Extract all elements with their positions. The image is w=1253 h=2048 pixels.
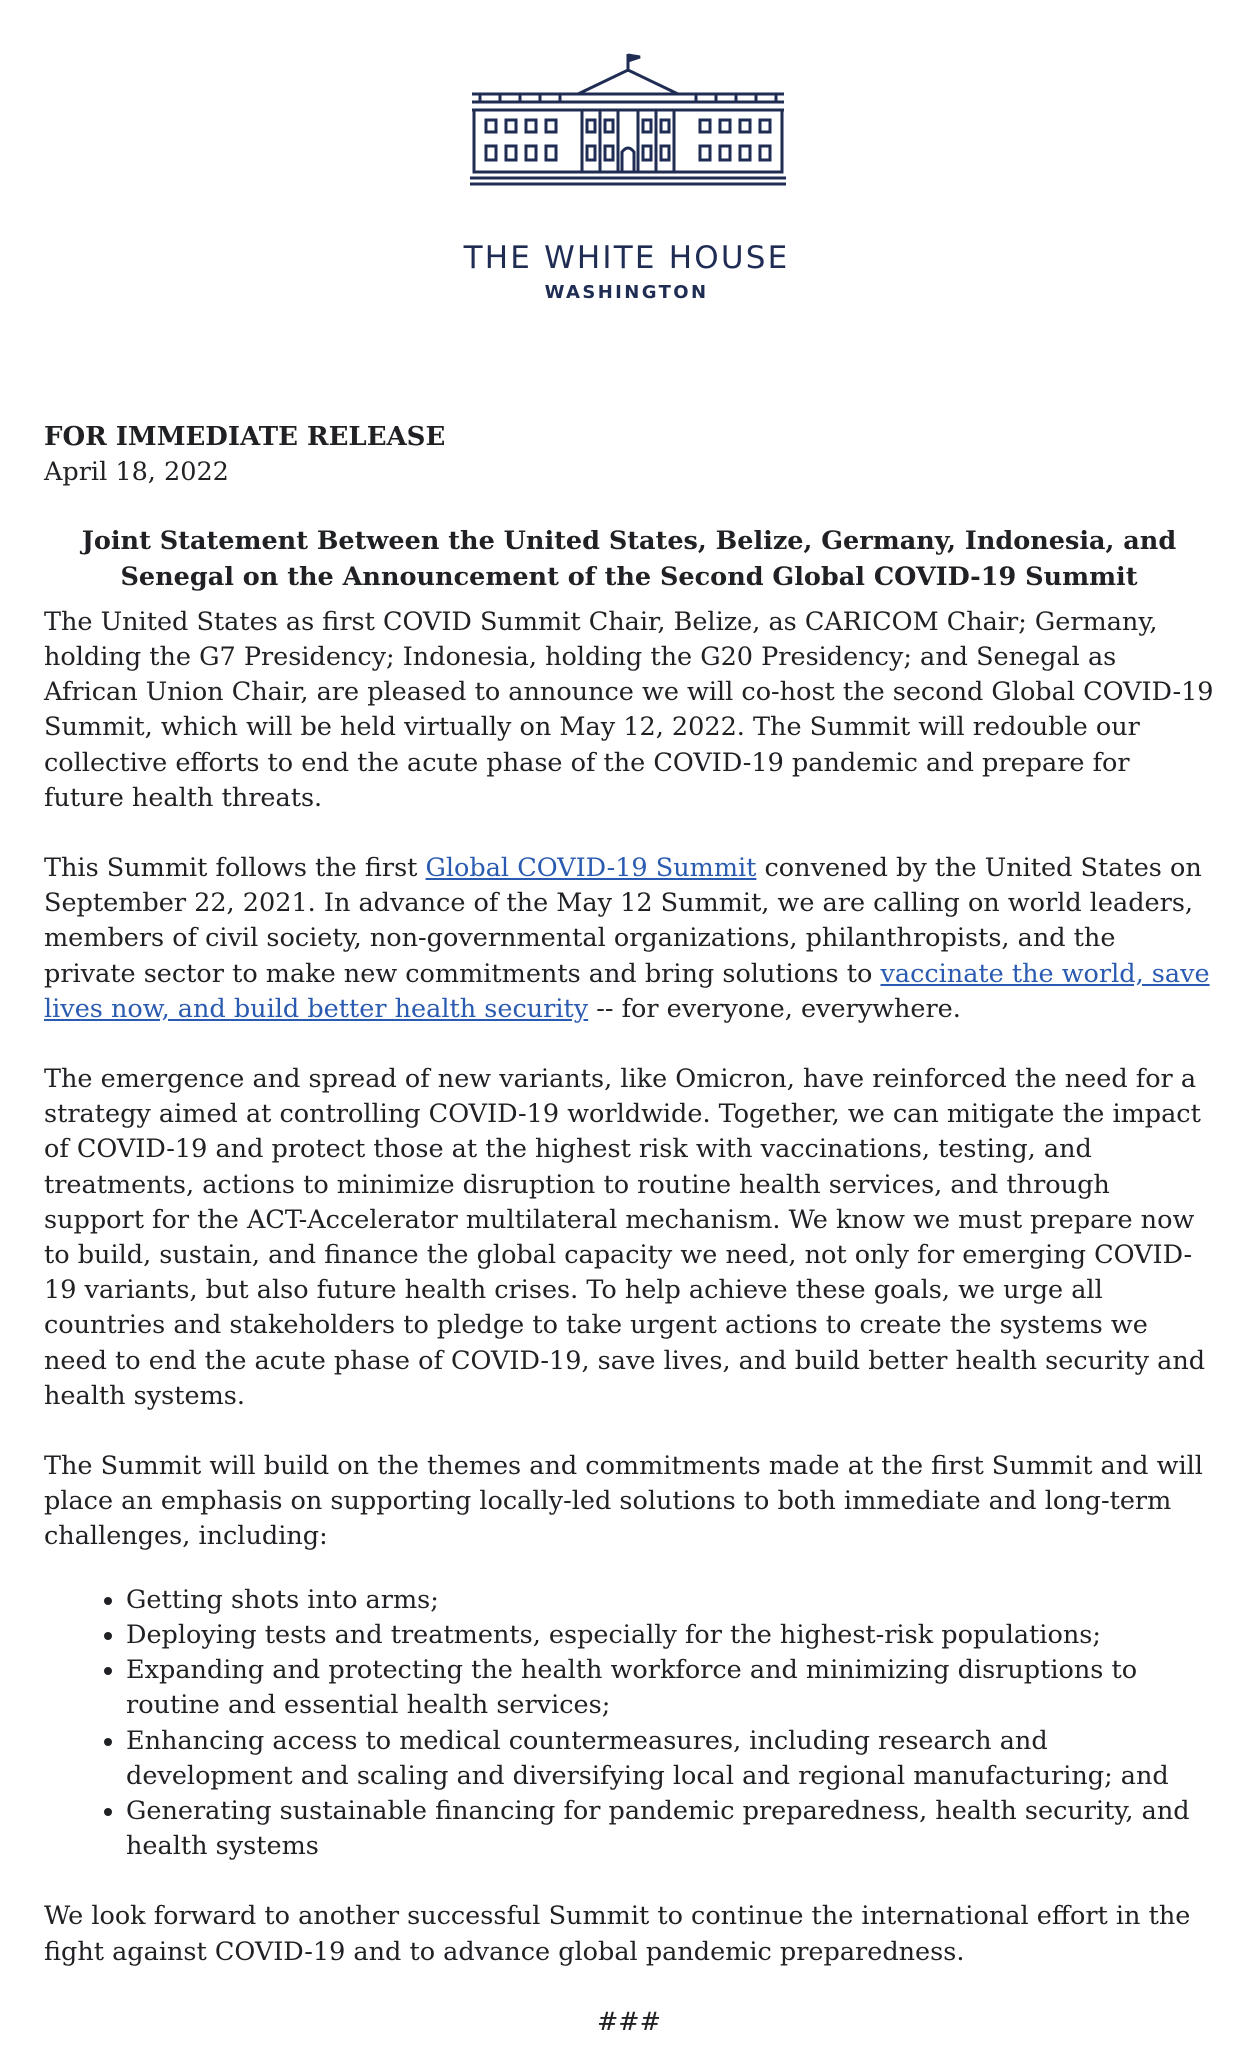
paragraph-2-text-b: convened by the United States on September 22, 2021. In advance of the May 12 Summit, we are calling on world leaders, members of civil society, non-governmental organizations, philanthropists, and the private sector to make new commitments and bring solutions to bbox=[44, 853, 1202, 989]
list-item: • Expanding and protecting the health workforce and minimizing disruptions to routine and essential health services; bbox=[126, 1653, 1214, 1723]
paragraph-2-text-c: -- for everyone, everywhere. bbox=[588, 993, 961, 1024]
paragraph-5: We look forward to another successful Summit to continue the international effort in the fight against COVID-19 and to advance global pandemic preparedness. bbox=[44, 1901, 1191, 1967]
paragraph-3: The emergence and spread of new variants, like Omicron, have reinforced the need for a strategy aimed at controlling COVID-19 worldwide. Together, we can mitigate the impact of COVID-19 and protect those at the highest risk with vaccinations, testing, and treatments, actions to minimize disruption to routine health services, and through support for the ACT-Accelerator multilateral mechanism. We know we must prepare now to build, sustain, and finance the global capacity we need, not only for emerging COVID-19 variants, but also future health crises. To help achieve these goals, we urge all countries and stakeholders to pledge to take urgent actions to create the systems we need to end the acute phase of COVID-19, save lives, and build better health security and health systems. bbox=[44, 1064, 1206, 1411]
paragraph-2-text-a: This Summit follows the first bbox=[44, 853, 426, 884]
org-city: WASHINGTON bbox=[544, 282, 709, 303]
challenges-list bbox=[44, 1583, 1214, 1865]
white-house-building-icon bbox=[470, 52, 786, 204]
list-item: • Getting shots into arms; bbox=[126, 1583, 1214, 1618]
paragraph-2 bbox=[44, 851, 1214, 1027]
headline-line-1: Joint Statement Between the United States, Belize, Germany, Indonesia, and bbox=[81, 526, 1177, 557]
release-body bbox=[44, 420, 1214, 2040]
release-date: April 18, 2022 bbox=[44, 457, 229, 488]
headline-line-2: Senegal on the Announcement of the Second Global COVID-19 Summit bbox=[120, 561, 1138, 592]
paragraph-1: The United States as first COVID Summit Chair, Belize, as CARICOM Chair; Germany, holding the G7 Presidency; Indonesia, holding the G20 Presidency; and Senegal as African Union Chair, are pleased to announce we will co-host the second Global COVID-19 Summit, which will be held virtually on May 12, 2022. The Summit will redouble our collective efforts to end the acute phase of the COVID-19 pandemic and prepare for future health threats. bbox=[44, 606, 1214, 813]
list-item: • Enhancing access to medical countermeasures, including research and development and scaling and diversifying local and regional manufacturing; and bbox=[126, 1724, 1214, 1794]
end-mark: ### bbox=[596, 2006, 662, 2037]
global-covid-summit-link[interactable]: Global COVID-19 Summit bbox=[425, 853, 757, 884]
org-name: THE WHITE HOUSE bbox=[463, 240, 790, 276]
headline bbox=[44, 524, 1214, 594]
vaccinate-the-world-link[interactable]: vaccinate the world, save lives now, and build better health security bbox=[44, 958, 1210, 1024]
list-item: • Deploying tests and treatments, especially for the highest-risk populations; bbox=[126, 1618, 1214, 1653]
list-item: • Generating sustainable financing for pandemic preparedness, health security, and health systems bbox=[126, 1794, 1214, 1864]
paragraph-4: The Summit will build on the themes and commitments made at the first Summit and will place an emphasis on supporting locally-led solutions to both immediate and long-term challenges, including: bbox=[44, 1451, 1203, 1552]
release-label: FOR IMMEDIATE RELEASE bbox=[44, 422, 446, 452]
